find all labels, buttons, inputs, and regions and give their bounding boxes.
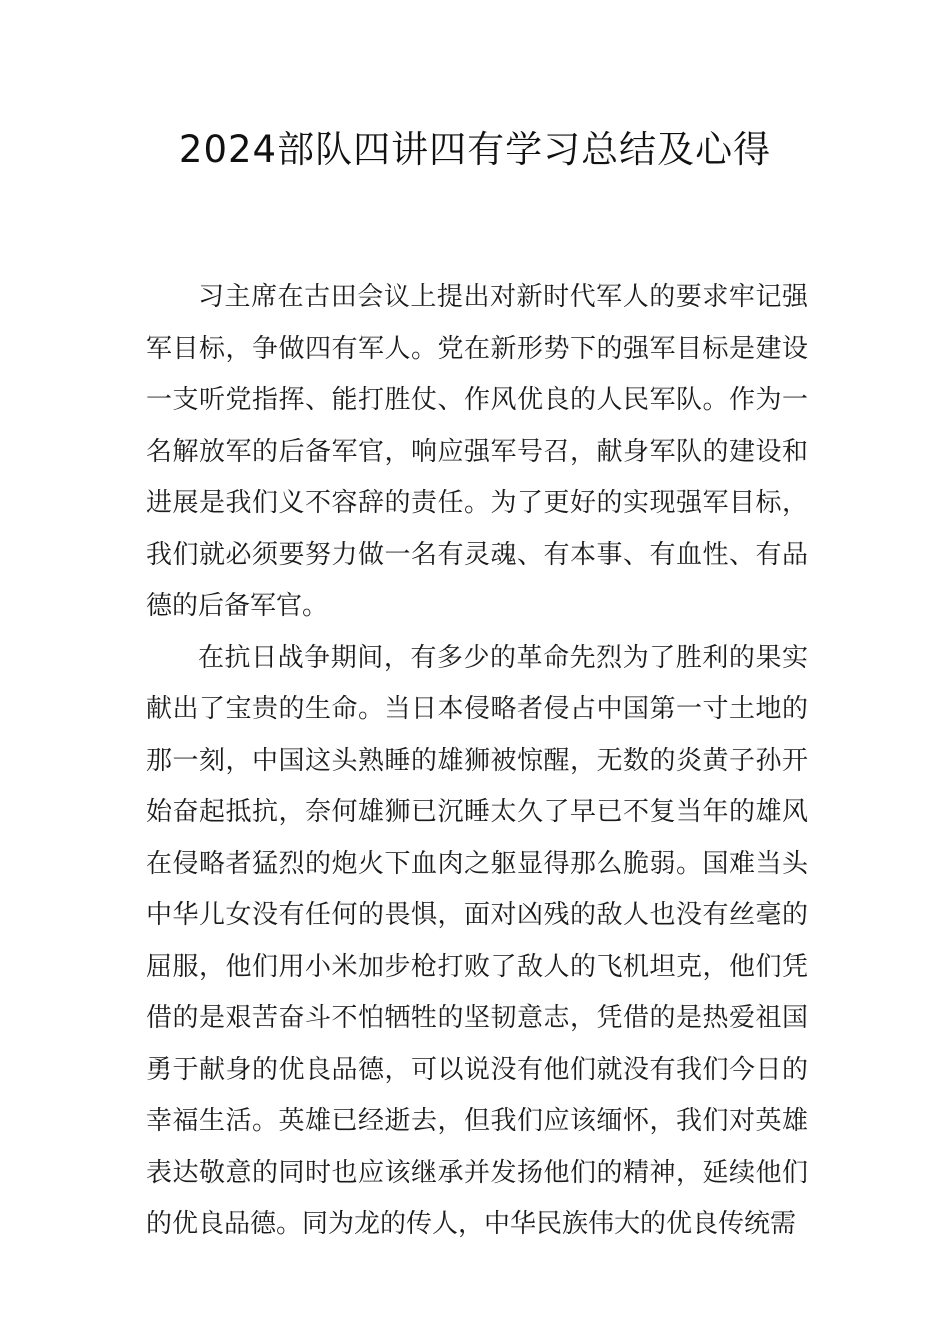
paragraph-1: 习主席在古田会议上提出对新时代军人的要求牢记强军目标，争做四有军人。党在新形势下的强军目标是建设一支听党指挥、能打胜仗、作风优良的人民军队。作为一名解放军的后备军官，响应强军号召，献身军队的建设和进展是我们义不容辞的责任。为了更好的实现强军目标，我们就必须要努力做一名有灵魂、有本事、有血性、有品德的后备军官。	[146, 282, 808, 621]
document-body	[146, 272, 808, 1251]
paragraph-2: 在抗日战争期间，有多少的革命先烈为了胜利的果实献出了宝贵的生命。当日本侵略者侵占中国第一寸土地的那一刻，中国这头熟睡的雄狮被惊醒，无数的炎黄子孙开始奋起抵抗，奈何雄狮已沉睡太久了早已不复当年的雄风在侵略者猛烈的炮火下血肉之躯显得那么脆弱。国难当头中华儿女没有任何的畏惧，面对凶残的敌人也没有丝毫的屈服，他们用小米加步枪打败了敌人的飞机坦克，他们凭借的是艰苦奋斗不怕牺牲的坚韧意志，凭借的是热爱祖国勇于献身的优良品德，可以说没有他们就没有我们今日的幸福生活。英雄已经逝去，但我们应该缅怀，我们对英雄表达敬意的同时也应该继承并发扬他们的精神，延续他们的优良品德。同为龙的传人，中华民族伟大的优良传统需	[146, 642, 808, 1239]
document-title: 2024部队四讲四有学习总结及心得	[178, 128, 772, 171]
